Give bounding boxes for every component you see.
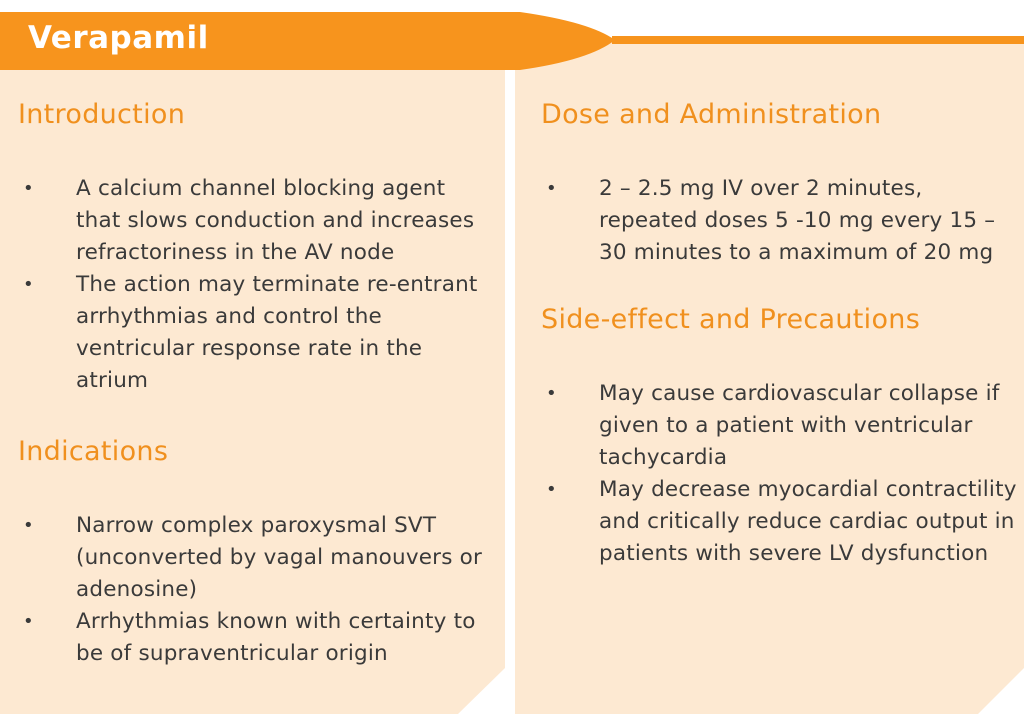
list-item: • The action may terminate re-entrant arrhythmias and control the ventricular response rate in the atrium bbox=[18, 269, 493, 397]
page-title: Verapamil bbox=[28, 20, 209, 56]
introduction-list bbox=[18, 173, 493, 397]
right-column bbox=[541, 90, 1021, 570]
list-item: • A calcium channel blocking agent that slows conduction and increases refractoriness in the AV node bbox=[18, 173, 493, 269]
list-item: • May cause cardiovascular collapse if given to a patient with ventricular tachycardia bbox=[541, 378, 1021, 474]
bullet: • bbox=[23, 611, 34, 632]
list-item: • Arrhythmias known with certainty to be of supraventricular origin bbox=[18, 606, 493, 670]
section-heading-indications: Indications bbox=[18, 436, 169, 467]
banner-rule bbox=[612, 36, 1024, 44]
left-column bbox=[18, 90, 493, 670]
section-heading-dose: Dose and Administration bbox=[541, 99, 882, 130]
bullet: • bbox=[546, 479, 557, 500]
bullet: • bbox=[23, 178, 34, 199]
bullet: • bbox=[23, 274, 34, 295]
indications-list bbox=[18, 510, 493, 670]
bullet: • bbox=[546, 383, 557, 404]
bullet: • bbox=[23, 515, 34, 536]
title-banner bbox=[0, 0, 1024, 80]
bullet: • bbox=[546, 178, 557, 199]
list-item: • 2 – 2.5 mg IV over 2 minutes, repeated doses 5 -10 mg every 15 – 30 minutes to a maximum of 20 mg bbox=[541, 173, 1021, 269]
list-item: • May decrease myocardial contractility and critically reduce cardiac output in patients with severe LV dysfunction bbox=[541, 474, 1021, 570]
list-item: • Narrow complex paroxysmal SVT (unconverted by vagal manouvers or adenosine) bbox=[18, 510, 493, 606]
section-heading-introduction: Introduction bbox=[18, 99, 186, 130]
side-effects-list bbox=[541, 378, 1021, 570]
section-heading-side-effects: Side-effect and Precautions bbox=[541, 304, 921, 335]
dose-list bbox=[541, 173, 1021, 269]
